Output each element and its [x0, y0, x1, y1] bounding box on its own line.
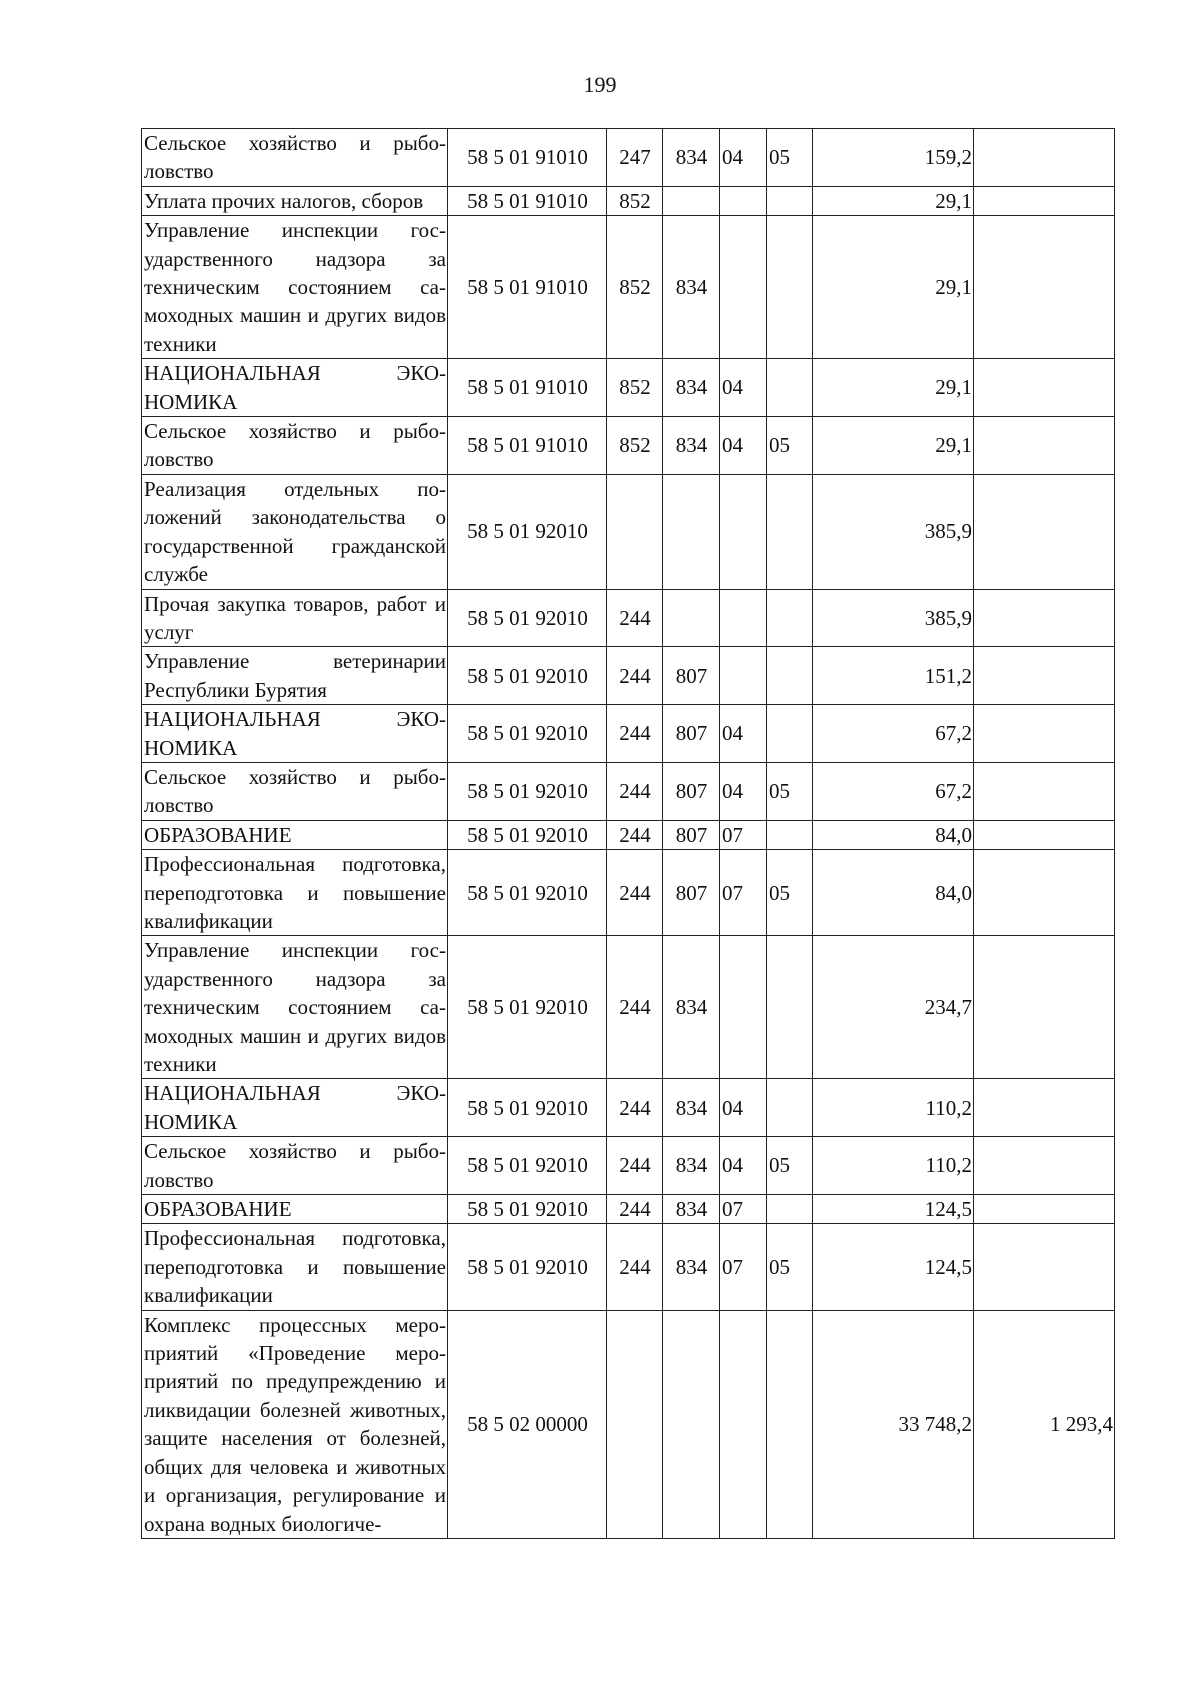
- administrator-code-cell: 834: [663, 1195, 720, 1224]
- target-article-code-cell: 58 5 01 91010: [448, 216, 607, 359]
- target-article-code-cell: 58 5 02 00000: [448, 1310, 607, 1538]
- section-code-cell: 04: [720, 1137, 767, 1195]
- table-row: [142, 129, 1115, 187]
- section-code-cell: 04: [720, 1079, 767, 1137]
- target-article-code-cell: 58 5 01 92010: [448, 1137, 607, 1195]
- table-row: [142, 1224, 1115, 1310]
- federal-amount-cell: [974, 820, 1115, 849]
- table-row: [142, 1079, 1115, 1137]
- target-article-code-cell: 58 5 01 92010: [448, 936, 607, 1079]
- subsection-code-cell: [767, 589, 813, 647]
- subsection-code-cell: 05: [767, 1224, 813, 1310]
- table-row: [142, 647, 1115, 705]
- expense-type-cell: 244: [607, 1224, 663, 1310]
- table-row: [142, 216, 1115, 359]
- page-number: 199: [583, 72, 617, 97]
- amount-cell: 84,0: [813, 820, 974, 849]
- amount-cell: 33 748,2: [813, 1310, 974, 1538]
- administrator-code-cell: 834: [663, 1224, 720, 1310]
- section-code-cell: [720, 1310, 767, 1538]
- amount-cell: 67,2: [813, 705, 974, 763]
- target-article-code-cell: 58 5 01 92010: [448, 762, 607, 820]
- administrator-code-cell: 807: [663, 820, 720, 849]
- table-row: [142, 186, 1115, 215]
- table-body: [142, 129, 1115, 1539]
- row-name-cell: НАЦИОНАЛЬНАЯ ЭКОНОМИКА: [142, 705, 448, 763]
- subsection-code-cell: [767, 1079, 813, 1137]
- subsection-code-cell: [767, 820, 813, 849]
- table-row: [142, 936, 1115, 1079]
- administrator-code-cell: 834: [663, 936, 720, 1079]
- row-name-cell: Управление инспекции государственного надзора за техническим состоянием самоходных машин и других видов техники: [142, 936, 448, 1079]
- expense-type-cell: 244: [607, 762, 663, 820]
- amount-cell: 234,7: [813, 936, 974, 1079]
- federal-amount-cell: [974, 474, 1115, 589]
- target-article-code-cell: 58 5 01 91010: [448, 129, 607, 187]
- federal-amount-cell: [974, 129, 1115, 187]
- subsection-code-cell: [767, 186, 813, 215]
- subsection-code-cell: [767, 474, 813, 589]
- amount-cell: 110,2: [813, 1137, 974, 1195]
- target-article-code-cell: 58 5 01 92010: [448, 589, 607, 647]
- section-code-cell: 04: [720, 417, 767, 475]
- section-code-cell: 07: [720, 1195, 767, 1224]
- expense-type-cell: 852: [607, 186, 663, 215]
- amount-cell: 151,2: [813, 647, 974, 705]
- row-name-cell: Сельское хозяйство и рыболовство: [142, 129, 448, 187]
- subsection-code-cell: 05: [767, 762, 813, 820]
- row-name-cell: Прочая закупка товаров, работ и услуг: [142, 589, 448, 647]
- target-article-code-cell: 58 5 01 92010: [448, 1224, 607, 1310]
- administrator-code-cell: 807: [663, 850, 720, 936]
- section-code-cell: 04: [720, 705, 767, 763]
- federal-amount-cell: [974, 417, 1115, 475]
- section-code-cell: 07: [720, 850, 767, 936]
- federal-amount-cell: [974, 186, 1115, 215]
- amount-cell: 385,9: [813, 589, 974, 647]
- section-code-cell: [720, 647, 767, 705]
- section-code-cell: [720, 474, 767, 589]
- row-name-cell: НАЦИОНАЛЬНАЯ ЭКОНОМИКА: [142, 359, 448, 417]
- subsection-code-cell: 05: [767, 129, 813, 187]
- row-name-cell: ОБРАЗОВАНИЕ: [142, 820, 448, 849]
- federal-amount-cell: [974, 850, 1115, 936]
- table-row: [142, 359, 1115, 417]
- target-article-code-cell: 58 5 01 92010: [448, 474, 607, 589]
- administrator-code-cell: [663, 1310, 720, 1538]
- target-article-code-cell: 58 5 01 92010: [448, 1195, 607, 1224]
- row-name-cell: Профессиональная подготовка, переподготовка и повышение квалификации: [142, 1224, 448, 1310]
- administrator-code-cell: 807: [663, 762, 720, 820]
- expense-type-cell: [607, 1310, 663, 1538]
- amount-cell: 159,2: [813, 129, 974, 187]
- federal-amount-cell: [974, 762, 1115, 820]
- row-name-cell: Комплекс процессных мероприятий «Проведение мероприятий по предупреждению и ликвидации болезней животных, защите населения от болезней, общих для человека и животных и организация, регулирование и охрана водных биологиче-: [142, 1310, 448, 1538]
- amount-cell: 29,1: [813, 359, 974, 417]
- amount-cell: 124,5: [813, 1195, 974, 1224]
- subsection-code-cell: [767, 1310, 813, 1538]
- expense-type-cell: 244: [607, 1195, 663, 1224]
- federal-amount-cell: [974, 1137, 1115, 1195]
- federal-amount-cell: [974, 1195, 1115, 1224]
- table-row: [142, 850, 1115, 936]
- administrator-code-cell: 834: [663, 216, 720, 359]
- target-article-code-cell: 58 5 01 91010: [448, 186, 607, 215]
- table-row: [142, 705, 1115, 763]
- subsection-code-cell: [767, 705, 813, 763]
- federal-amount-cell: [974, 647, 1115, 705]
- target-article-code-cell: 58 5 01 92010: [448, 820, 607, 849]
- section-code-cell: [720, 186, 767, 215]
- administrator-code-cell: 834: [663, 1079, 720, 1137]
- federal-amount-cell: [974, 705, 1115, 763]
- expense-type-cell: 244: [607, 1079, 663, 1137]
- amount-cell: 29,1: [813, 216, 974, 359]
- row-name-cell: Сельское хозяйство и рыболовство: [142, 1137, 448, 1195]
- administrator-code-cell: 834: [663, 1137, 720, 1195]
- subsection-code-cell: 05: [767, 1137, 813, 1195]
- target-article-code-cell: 58 5 01 91010: [448, 417, 607, 475]
- target-article-code-cell: 58 5 01 92010: [448, 1079, 607, 1137]
- budget-table: [141, 128, 1115, 1539]
- amount-cell: 84,0: [813, 850, 974, 936]
- federal-amount-cell: [974, 216, 1115, 359]
- subsection-code-cell: [767, 359, 813, 417]
- section-code-cell: 04: [720, 359, 767, 417]
- table-row: [142, 1137, 1115, 1195]
- expense-type-cell: 244: [607, 705, 663, 763]
- administrator-code-cell: 834: [663, 359, 720, 417]
- row-name-cell: Уплата прочих налогов, сборов: [142, 186, 448, 215]
- section-code-cell: 07: [720, 820, 767, 849]
- subsection-code-cell: 05: [767, 417, 813, 475]
- expense-type-cell: 244: [607, 589, 663, 647]
- administrator-code-cell: 807: [663, 647, 720, 705]
- section-code-cell: 04: [720, 129, 767, 187]
- expense-type-cell: 244: [607, 850, 663, 936]
- row-name-cell: НАЦИОНАЛЬНАЯ ЭКОНОМИКА: [142, 1079, 448, 1137]
- expense-type-cell: 852: [607, 216, 663, 359]
- row-name-cell: Реализация отдельных положений законодательства о государственной гражданской службе: [142, 474, 448, 589]
- administrator-code-cell: 834: [663, 417, 720, 475]
- target-article-code-cell: 58 5 01 92010: [448, 850, 607, 936]
- target-article-code-cell: 58 5 01 91010: [448, 359, 607, 417]
- expense-type-cell: 244: [607, 820, 663, 849]
- row-name-cell: Управление инспекции государственного надзора за техническим состоянием самоходных машин и других видов техники: [142, 216, 448, 359]
- section-code-cell: [720, 936, 767, 1079]
- expense-type-cell: 244: [607, 936, 663, 1079]
- row-name-cell: ОБРАЗОВАНИЕ: [142, 1195, 448, 1224]
- expense-type-cell: 247: [607, 129, 663, 187]
- administrator-code-cell: 834: [663, 129, 720, 187]
- subsection-code-cell: 05: [767, 850, 813, 936]
- federal-amount-cell: [974, 1079, 1115, 1137]
- expense-type-cell: [607, 474, 663, 589]
- federal-amount-cell: 1 293,4: [974, 1310, 1115, 1538]
- target-article-code-cell: 58 5 01 92010: [448, 647, 607, 705]
- amount-cell: 110,2: [813, 1079, 974, 1137]
- section-code-cell: [720, 589, 767, 647]
- amount-cell: 124,5: [813, 1224, 974, 1310]
- amount-cell: 67,2: [813, 762, 974, 820]
- target-article-code-cell: 58 5 01 92010: [448, 705, 607, 763]
- table-row: [142, 1310, 1115, 1538]
- table-row: [142, 762, 1115, 820]
- administrator-code-cell: [663, 186, 720, 215]
- subsection-code-cell: [767, 1195, 813, 1224]
- section-code-cell: [720, 216, 767, 359]
- expense-type-cell: 244: [607, 647, 663, 705]
- subsection-code-cell: [767, 936, 813, 1079]
- table-row: [142, 820, 1115, 849]
- federal-amount-cell: [974, 936, 1115, 1079]
- subsection-code-cell: [767, 647, 813, 705]
- table-row: [142, 474, 1115, 589]
- row-name-cell: Сельское хозяйство и рыболовство: [142, 417, 448, 475]
- expense-type-cell: 852: [607, 359, 663, 417]
- row-name-cell: Сельское хозяйство и рыболовство: [142, 762, 448, 820]
- amount-cell: 29,1: [813, 186, 974, 215]
- subsection-code-cell: [767, 216, 813, 359]
- row-name-cell: Управление ветеринарии Республики Бурятия: [142, 647, 448, 705]
- amount-cell: 385,9: [813, 474, 974, 589]
- table-row: [142, 589, 1115, 647]
- section-code-cell: 04: [720, 762, 767, 820]
- table-row: [142, 417, 1115, 475]
- expense-type-cell: 244: [607, 1137, 663, 1195]
- section-code-cell: 07: [720, 1224, 767, 1310]
- federal-amount-cell: [974, 1224, 1115, 1310]
- row-name-cell: Профессиональная подготовка, переподготовка и повышение квалификации: [142, 850, 448, 936]
- federal-amount-cell: [974, 589, 1115, 647]
- administrator-code-cell: [663, 474, 720, 589]
- table-row: [142, 1195, 1115, 1224]
- administrator-code-cell: 807: [663, 705, 720, 763]
- amount-cell: 29,1: [813, 417, 974, 475]
- federal-amount-cell: [974, 359, 1115, 417]
- administrator-code-cell: [663, 589, 720, 647]
- expense-type-cell: 852: [607, 417, 663, 475]
